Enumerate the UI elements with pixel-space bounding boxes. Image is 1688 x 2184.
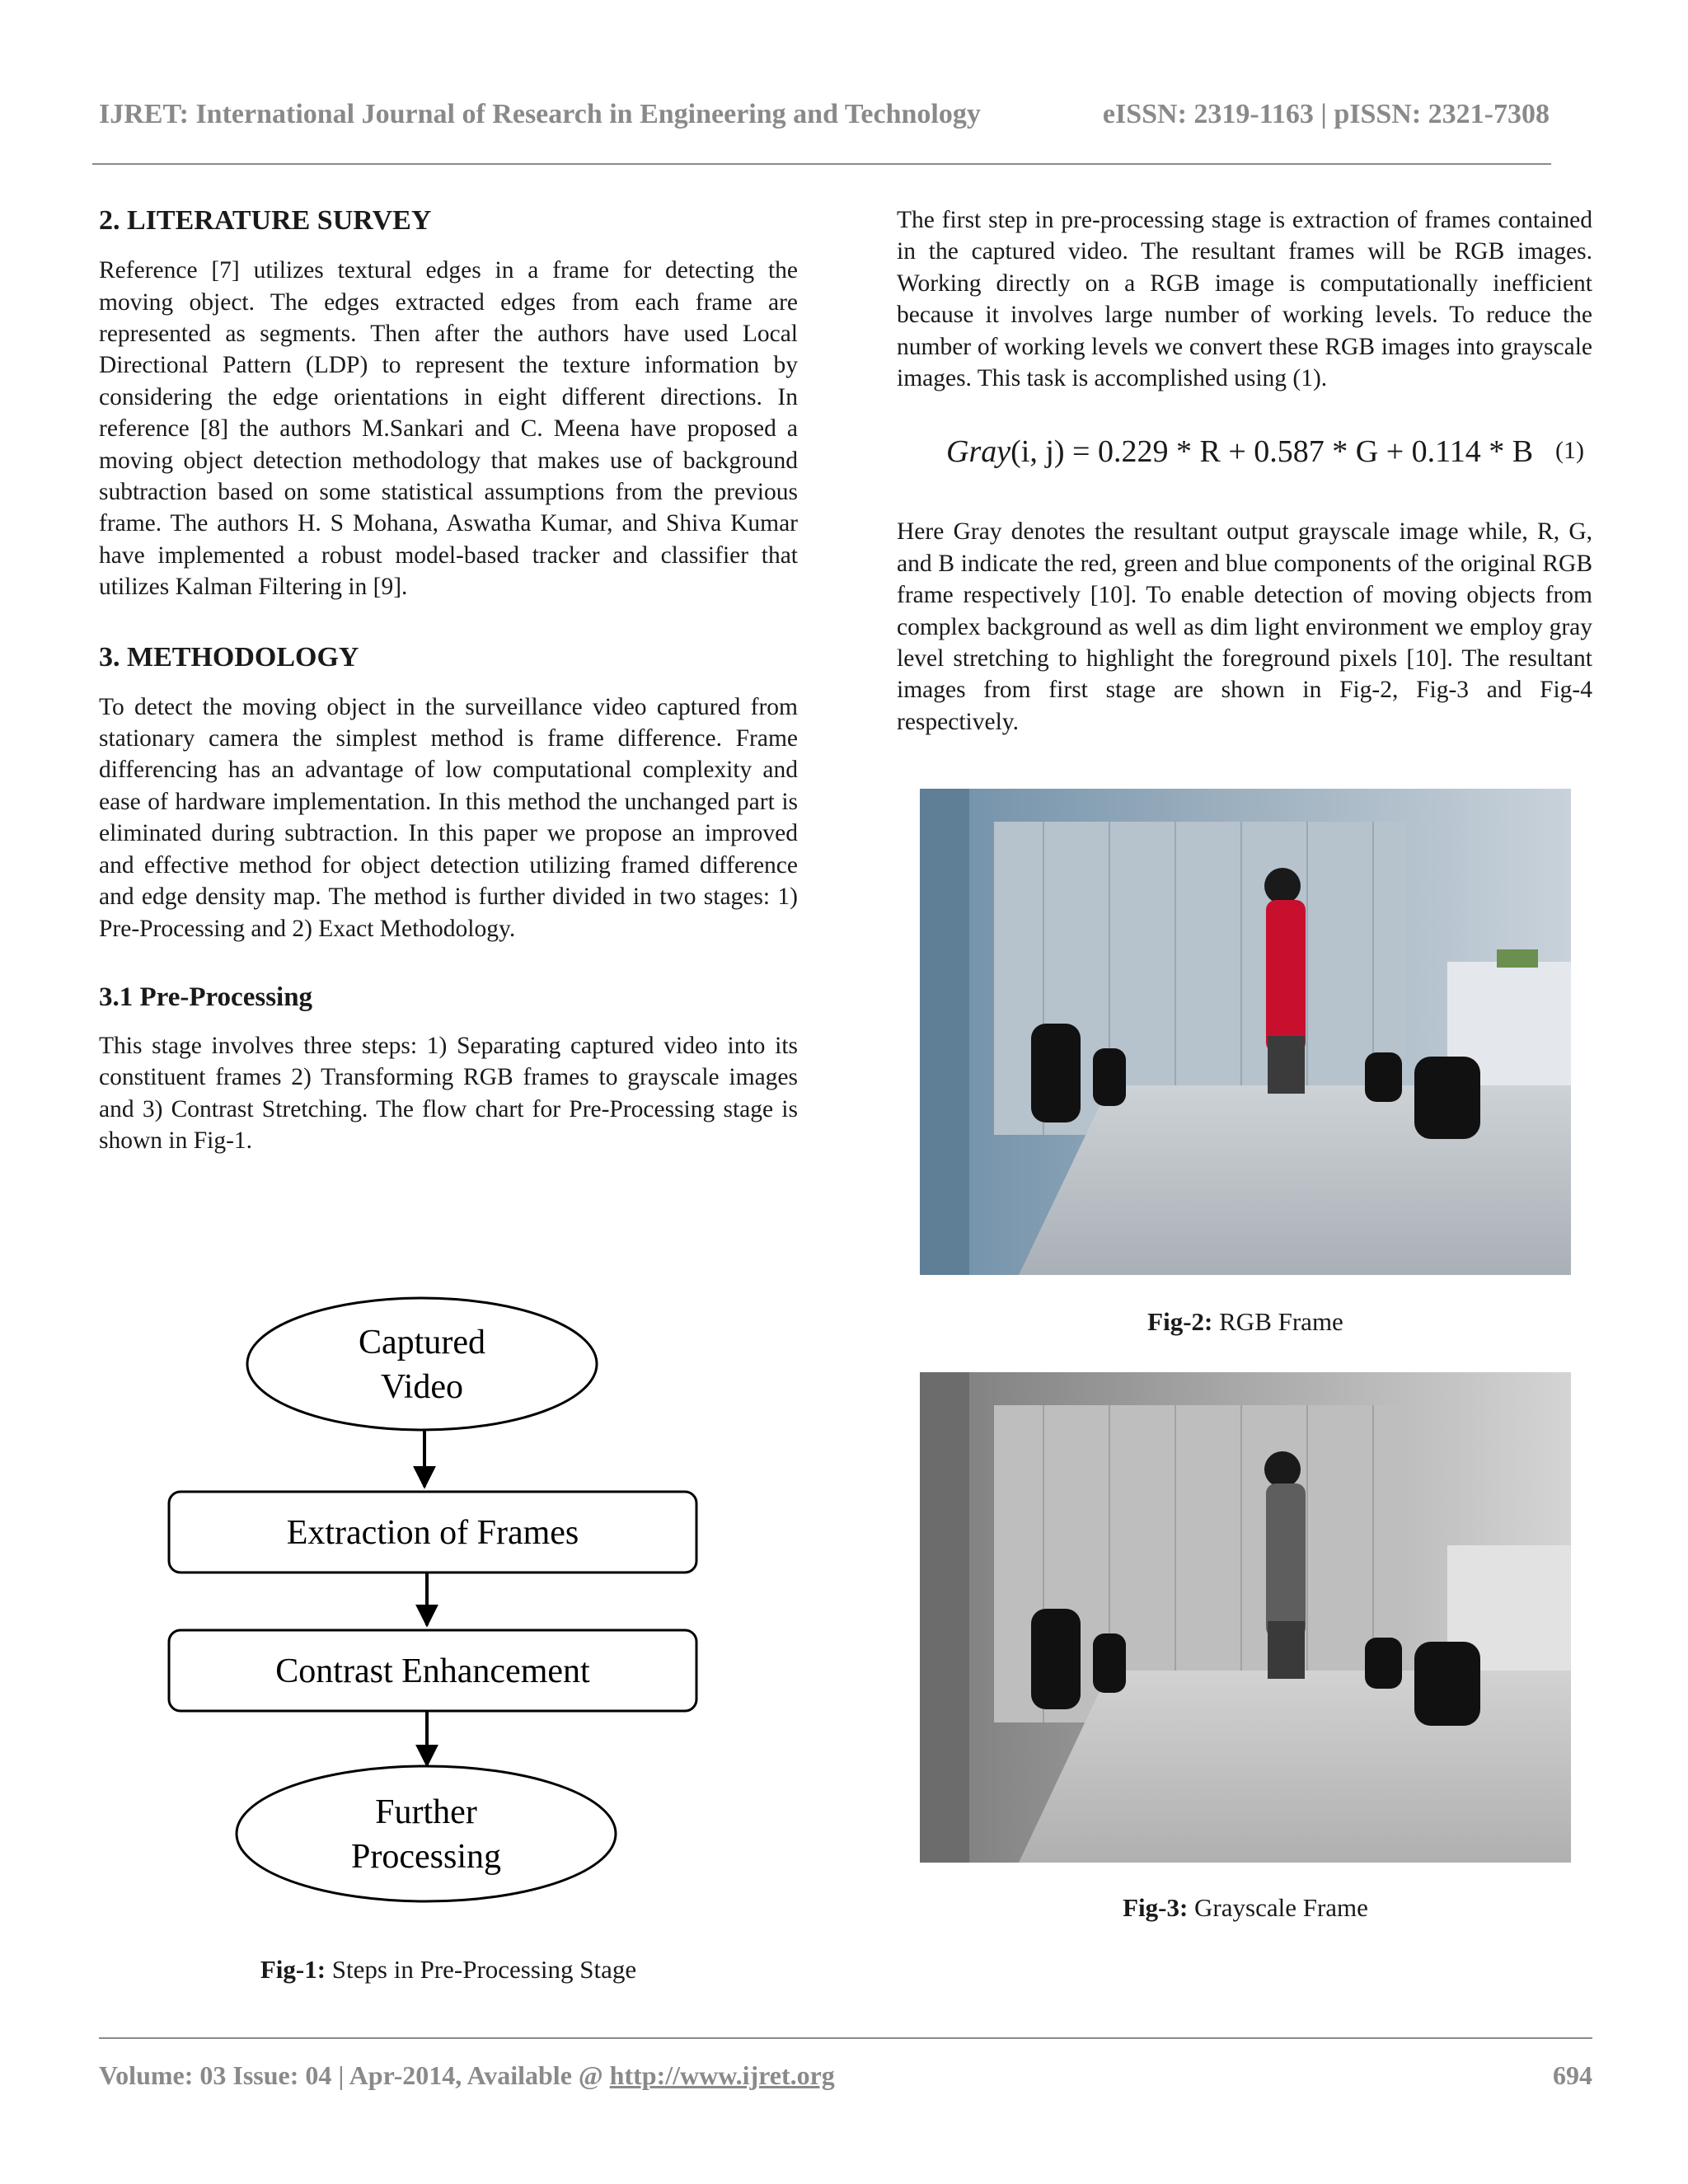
fig3-caption: [920, 1893, 1571, 1923]
flow-node-further-processing-line1: Further: [375, 1793, 477, 1831]
flow-node-extraction-of-frames-label: Extraction of Frames: [286, 1514, 579, 1552]
fig2-caption: [920, 1307, 1571, 1337]
equation-number: (1): [1555, 437, 1584, 465]
running-footer: [99, 2060, 1592, 2091]
fig3-grayscale-frame-image: [920, 1372, 1571, 1863]
equation-rhs: = 0.229 * R + 0.587 * G + 0.114 * B: [1064, 434, 1534, 470]
flow-node-contrast-enhancement-label: Contrast Enhancement: [275, 1652, 590, 1690]
flow-node-captured-video: [247, 1298, 597, 1430]
section-title-methodology: 3. METHODOLOGY: [99, 641, 359, 673]
fig3-text: Grayscale Frame: [1188, 1893, 1368, 1922]
right-column: [897, 204, 1592, 738]
methodology-text: To detect the moving object in the surveillance video captured from stationary camera the simplest method is frame difference. Frame differencing has an advantage of low computational complexity and ease of hardware implementation. In this method the unchanged part is eliminated during subtraction. In this paper we propose an improved and effective method for object detection utilizing framed difference and edge density map. The method is further divided in two stages: 1) Pre-Processing and 2) Exact Methodology.: [99, 693, 798, 942]
footer-volume: [99, 2060, 835, 2091]
equation-args: (i, j): [1010, 434, 1065, 470]
running-header: [99, 99, 1550, 130]
footer-volume-text: Volume: 03 Issue: 04 | Apr-2014, Available @: [99, 2060, 610, 2090]
fig2-text: RGB Frame: [1212, 1307, 1343, 1336]
section-title-literature-survey: 2. LITERATURE SURVEY: [99, 205, 432, 236]
pre-processing-flowchart: [148, 1286, 725, 1945]
equation-body: [946, 434, 1533, 470]
flow-node-further-processing: [237, 1766, 616, 1901]
issn: eISSN: 2319-1163 | pISSN: 2321-7308: [1102, 99, 1550, 129]
left-column: [99, 204, 798, 1156]
equation-1: [897, 412, 1592, 486]
literature-survey-text: Reference [7] utilizes textural edges in a frame for detecting the moving object. The edges extracted edges from each frame are represented as segments. Then after the authors have used Local Directional Pattern (LDP) to represent the texture information by considering the edge orientations in eight different directions. In reference [8] the authors M.Sankari and C. Meena have proposed a moving object detection methodology that makes use of background subtraction based on some statistical assumptions from the previous frame. The authors H. S Mohana, Aswatha Kumar, and Shiva Kumar have implemented a robust model-based tracker and classifier that utilizes Kalman Filtering in [9].: [99, 257, 798, 601]
fig3-label: Fig-3:: [1123, 1893, 1189, 1922]
subsection-title-pre-processing: 3.1 Pre-Processing: [99, 982, 313, 1012]
equation-lhs: Gray: [946, 434, 1011, 470]
journal-url-link[interactable]: http://www.ijret.org: [609, 2060, 835, 2090]
pre-processing-text: This stage involves three steps: 1) Separating captured video into its constituent frames 2) Transforming RGB frames to grayscale images and 3) Contrast Stretching. The flow chart for Pre-Processing stage is shown in Fig-1.: [99, 1032, 798, 1155]
page-number: 694: [1553, 2060, 1592, 2090]
journal-title: IJRET: International Journal of Research in Engineering and Technology: [99, 99, 981, 129]
flow-node-captured-video-line2: Video: [380, 1368, 464, 1406]
pre-processing-steps-text: The first step in pre-processing stage is extraction of frames contained in the captured video. The resultant frames will be RGB images. Working directly on a RGB image is computationally inefficient because it involves large number of working levels. To reduce the number of working levels we convert these RGB images into grayscale images. This task is accomplished using (1).: [897, 207, 1592, 392]
footer-rule: [99, 2037, 1592, 2039]
grayscale-description-text: Here Gray denotes the resultant output grayscale image while, R, G, and B indicate the red, green and blue components of the original RGB frame respectively [10]. To enable detection of moving objects from complex background as well as dim light environment we employ gray level stretching to highlight the foreground pixels [10]. The resultant images from first stage are shown in Fig-2, Fig-3 and Fig-4 respectively.: [897, 518, 1592, 735]
flow-node-further-processing-line2: Processing: [351, 1838, 501, 1876]
fig2-rgb-frame-image: [920, 789, 1571, 1275]
header-rule: [92, 163, 1551, 165]
flow-node-captured-video-line1: Captured: [359, 1324, 485, 1361]
fig1-text: Steps in Pre-Processing Stage: [326, 1955, 637, 1984]
fig2-label: Fig-2:: [1147, 1307, 1213, 1336]
fig1-label: Fig-1:: [260, 1955, 326, 1984]
fig1-caption: [99, 1955, 798, 1985]
